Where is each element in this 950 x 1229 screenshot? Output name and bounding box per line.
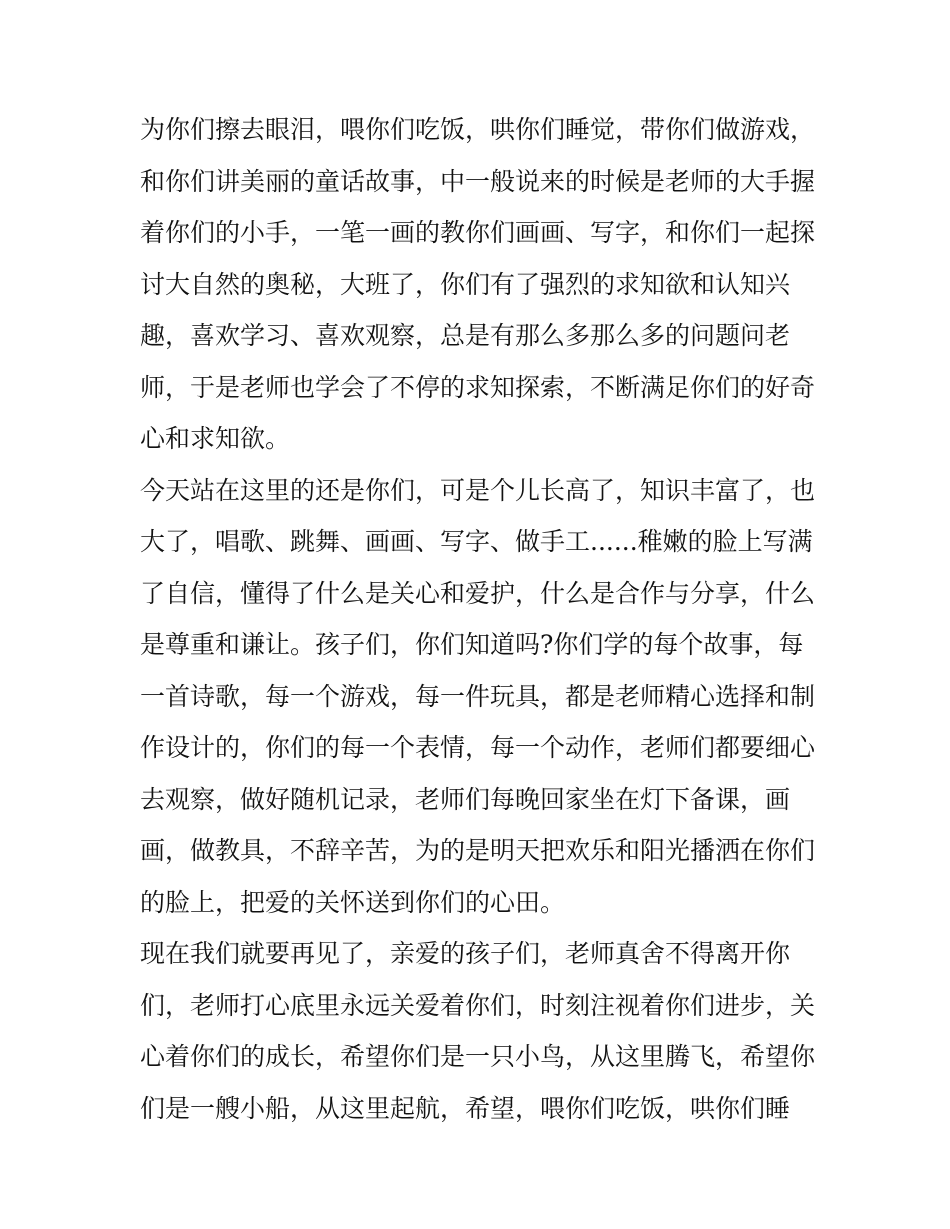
text-line: 去观察，做好随机记录，老师们每晚回家坐在灯下备课，画 [140, 784, 791, 814]
text-line: 画，做教具，不辞辛苦，为的是明天把欢乐和阳光播洒在你们 [140, 836, 816, 865]
text-line: 大了，唱歌、跳舞、画画、写字、做手工......稚嫩的脸上写满 [140, 527, 813, 556]
text-line: 们，老师打心底里永远关爱着你们，时刻注视着你们进步，关 [140, 990, 816, 1020]
body-text [140, 104, 820, 1134]
text-line: 现在我们就要再见了，亲爱的孩子们，老师真舍不得离开你 [140, 939, 791, 968]
text-line: 了自信，懂得了什么是关心和爱护，什么是合作与分享，什么 [140, 578, 816, 608]
text-line: 心和求知欲。 [140, 424, 291, 453]
text-line: 师，于是老师也学会了不停的求知探索，不断满足你们的好奇 [140, 372, 816, 402]
text-line: 讨大自然的奥秘，大班了，你们有了强烈的求知欲和认知兴 [140, 269, 791, 299]
text-line: 们是一艘小船，从这里起航，希望，喂你们吃饭，哄你们睡 [140, 1093, 791, 1123]
text-line: 作设计的，你们的每一个表情，每一个动作，老师们都要细心 [140, 733, 816, 762]
text-line: 着你们的小手，一笔一画的教你们画画、写字，和你们一起探 [140, 218, 816, 247]
text-line: 一首诗歌，每一个游戏，每一件玩具，都是老师精心选择和制 [140, 681, 816, 711]
text-line: 趣，喜欢学习、喜欢观察，总是有那么多那么多的问题问老 [140, 321, 791, 350]
text-line: 心着你们的成长，希望你们是一只小鸟，从这里腾飞，希望你 [140, 1042, 816, 1071]
text-line: 今天站在这里的还是你们，可是个儿长高了，知识丰富了，也 [140, 475, 816, 505]
text-line: 的脸上，把爱的关怀送到你们的心田。 [140, 887, 566, 917]
text-line: 和你们讲美丽的童话故事，中一般说来的时候是老师的大手握 [140, 166, 816, 196]
text-line: 是尊重和谦让。孩子们，你们知道吗?你们学的每个故事，每 [140, 630, 804, 659]
text-line: 为你们擦去眼泪，喂你们吃饭，哄你们睡觉，带你们做游戏， [140, 115, 816, 144]
